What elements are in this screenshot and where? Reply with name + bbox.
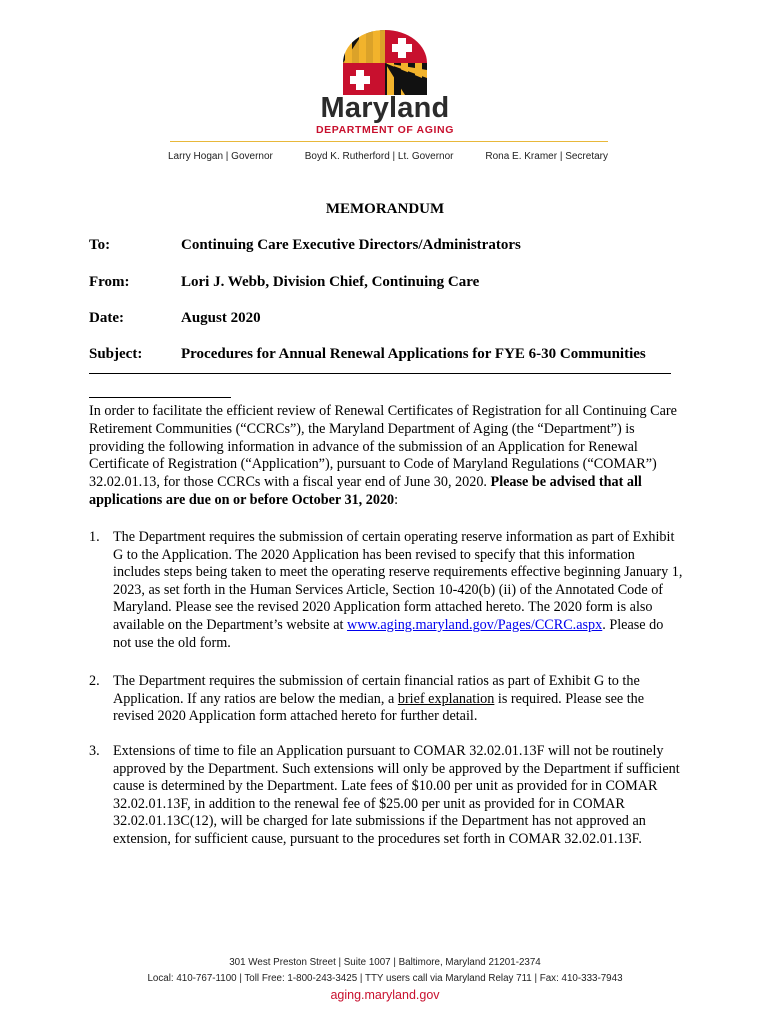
list-number-2: 2. — [89, 673, 100, 689]
intro-deadline: Please be advised that all applications are due on or before October 31, 2020 — [89, 474, 642, 508]
maryland-flag-logo — [310, 30, 460, 95]
ccrc-page-link[interactable]: www.aging.maryland.gov/Pages/CCRC.aspx — [347, 616, 603, 633]
intro-end: : — [394, 491, 399, 508]
header-divider — [170, 141, 608, 142]
list-item-3 — [89, 743, 684, 849]
intro-text: In order to facilitate the efficient review of Renewal Certificates of Registration for all Continuing Care Retirement Communities (“CCRCs”), the Maryland Department of Aging (the “Department”) is providing the following information in advance of the submission of an Application for Renewal Certificate of Registration (“Application”), pursuant to Code of Maryland Regulations (“COMAR”) 32.02.01.13, for those CCRCs with a fiscal year end of June 30, 2020. — [89, 403, 677, 491]
list-item-1-text: The Department requires the submission of certain operating reserve information as part of Exhibit G to the Application. The 2020 Application has been revised to specify that this information includes steps being taken to meet the operating reserve requirements effective beginning January 1, 2023, as set forth in the Human Services Article, Section 10-420(b) (ii) of the Annotated Code of Maryland. Please see the revised 2020 Application form attached hereto. The 2020 form is also available on the Department’s website at — [113, 529, 683, 633]
memo-title: MEMORANDUM — [325, 201, 445, 217]
list-item-2 — [89, 673, 684, 726]
memo-subject-value: Procedures for Annual Renewal Applications for FYE 6-30 Communities — [181, 346, 646, 362]
footer-phones: Local: 410-767-1100 | Toll Free: 1-800-243-3425 | TTY users call via Maryland Relay 711 | Fax: 410-333-7943 — [147, 973, 623, 984]
memo-date-label: Date: — [89, 310, 124, 326]
maryland-flag-logo-graphic — [310, 30, 460, 95]
list-number-3: 3. — [89, 743, 100, 759]
list-text-2 — [113, 673, 684, 726]
brief-explanation-underlined: brief explanation — [397, 690, 495, 707]
official-secretary: Rona E. Kramer | Secretary — [485, 151, 608, 162]
list-item-1 — [89, 529, 684, 652]
official-governor: Larry Hogan | Governor — [168, 151, 273, 162]
list-item-2-text: The Department requires the submission of certain financial ratios as part of Exhibit G to the Application. If any ratios are below the median, a — [113, 673, 640, 707]
org-name: Maryland — [320, 92, 450, 124]
memo-to-value: Continuing Care Executive Directors/Administrators — [181, 237, 521, 253]
list-number-1: 1. — [89, 529, 100, 545]
intro-paragraph — [89, 403, 679, 510]
memo-from-value: Lori J. Webb, Division Chief, Continuing Care — [181, 274, 480, 290]
officials-row — [168, 151, 608, 162]
memo-to-label: To: — [89, 237, 111, 253]
org-subtitle: DEPARTMENT OF AGING — [316, 124, 454, 136]
list-item-1-after: . Please do not use the old form. — [113, 616, 664, 651]
separator-line-continued — [89, 397, 231, 398]
memo-date-value: August 2020 — [181, 310, 261, 326]
footer-address: 301 West Preston Street | Suite 1007 | Baltimore, Maryland 21201-2374 — [229, 957, 541, 968]
list-text-3: Extensions of time to file an Application pursuant to COMAR 32.02.01.13F will not be routinely approved by the Department. Such extensions will only be approved by the Department if sufficient cause is determined by the Department. Late fees of $10.00 per unit as provided for in COMAR 32.02.01.13F, in addition to the renewal fee of $25.00 per unit as provided for in COMAR 32.02.01.13C(12), will be charged for late submissions if the Department has not approved an extension, for sufficient cause, pursuant to the procedures set forth in COMAR 32.02.01.13F. — [113, 743, 680, 847]
memo-from-label: From: — [89, 274, 130, 290]
memo-subject-label: Subject: — [89, 346, 143, 362]
separator-line — [89, 373, 671, 374]
footer-website[interactable]: aging.maryland.gov — [330, 988, 440, 1002]
official-lt-governor: Boyd K. Rutherford | Lt. Governor — [304, 151, 454, 162]
list-item-2-after: is required. Please see the revised 2020 Application form attached hereto for further detail. — [113, 690, 645, 725]
list-text-1 — [113, 529, 684, 652]
